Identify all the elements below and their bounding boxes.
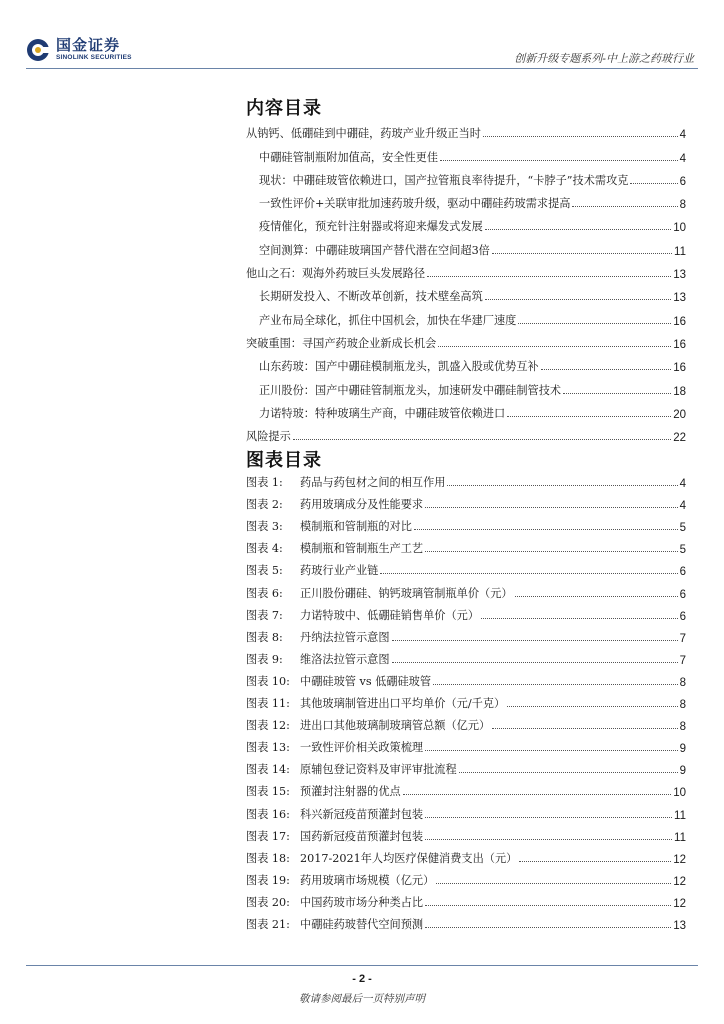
figure-entry-label: 图表 21: (246, 917, 290, 931)
figure-entry-page: 7 (679, 632, 686, 645)
dot-leader (438, 346, 671, 347)
dot-leader (630, 183, 677, 184)
figure-entry[interactable] (246, 468, 686, 490)
dot-leader (433, 684, 678, 685)
figure-entry-text: 维洛法拉管示意图 (300, 652, 390, 666)
footer-divider (26, 965, 698, 966)
dot-leader (425, 905, 671, 906)
figure-entry[interactable] (246, 601, 686, 623)
figure-entry-page: 4 (679, 500, 686, 513)
dot-leader (459, 772, 678, 773)
figure-entry-text: 模制瓶和管制瓶生产工艺 (300, 542, 424, 556)
figure-entry-label: 图表 10: (246, 674, 290, 688)
figure-entry-page: 9 (679, 743, 686, 756)
figure-entry[interactable] (246, 910, 686, 932)
figure-entry-text: 力诺特玻中、低硼硅销售单价（元） (300, 608, 480, 622)
figure-entry-text: 丹纳法拉管示意图 (300, 630, 390, 644)
table-of-contents (246, 118, 686, 444)
company-logo (26, 38, 132, 62)
dot-leader (518, 323, 671, 324)
figure-entry-label: 图表 8: (246, 630, 283, 644)
figure-entry-text: 中硼硅玻管 vs 低硼硅玻管 (300, 674, 432, 688)
figure-entry-label: 图表 18: (246, 851, 290, 865)
logo-mark-icon (26, 38, 50, 62)
toc-entry-page: 6 (679, 175, 686, 188)
toc-entry-text: 从钠钙、低硼硅到中硼硅，药玻产业升级正当时 (246, 127, 481, 141)
toc-entry-page: 13 (673, 269, 686, 282)
toc-entry[interactable] (246, 398, 686, 421)
figure-list (246, 468, 686, 932)
figure-entry-page: 6 (679, 588, 686, 601)
dot-leader (425, 507, 678, 508)
dot-leader (507, 416, 671, 417)
logo-chinese-name: 国金证券 (56, 36, 121, 55)
figure-entry[interactable] (246, 822, 686, 844)
toc-entry[interactable] (246, 165, 686, 188)
toc-entry[interactable] (246, 234, 686, 257)
figure-entry-text: 2017-2021年人均医疗保健消费支出（元） (300, 851, 518, 865)
dot-leader (507, 706, 677, 707)
dot-leader (519, 861, 671, 862)
figure-entry[interactable] (246, 490, 686, 512)
figure-entry[interactable] (246, 667, 686, 689)
toc-entry-text: 风险提示 (246, 430, 291, 444)
toc-entry[interactable] (246, 258, 686, 281)
figure-entry-label: 图表 12: (246, 719, 290, 733)
toc-entry-text: 现状：中硼硅玻管依赖进口，国产拉管瓶良率待提升，“卡脖子”技术需攻克 (259, 173, 629, 187)
figure-entry-page: 8 (679, 676, 686, 689)
figure-entry-text: 药玻行业产业链 (300, 564, 379, 578)
toc-entry-text: 空间测算：中硼硅玻璃国产替代潜在空间超3倍 (259, 243, 490, 257)
toc-entry-text: 正川股份：国产中硼硅管制瓶龙头，加速研发中硼硅制管技术 (259, 383, 562, 397)
toc-entry[interactable] (246, 328, 686, 351)
figure-entry-label: 图表 15: (246, 785, 290, 799)
figure-entry[interactable] (246, 888, 686, 910)
figure-entry-text: 药用玻璃成分及性能要求 (300, 498, 424, 512)
footer-disclaimer: 敬请参阅最后一页特别声明 (299, 993, 425, 1005)
toc-entry[interactable] (246, 421, 686, 444)
toc-entry-text: 疫情催化，预充针注射器或将迎来爆发式发展 (259, 220, 483, 234)
dot-leader (392, 662, 678, 663)
toc-entry-page: 16 (673, 338, 686, 351)
dot-leader (485, 299, 671, 300)
figure-entry-page: 4 (679, 478, 686, 491)
figure-entry-page: 11 (674, 809, 686, 822)
figure-entry-page: 6 (679, 610, 686, 623)
figure-entry-text: 中国药玻市场分种类占比 (300, 895, 424, 909)
dot-leader (485, 229, 671, 230)
toc-entry[interactable] (246, 118, 686, 141)
toc-entry[interactable] (246, 281, 686, 304)
figure-entry-label: 图表 11: (246, 697, 290, 711)
figure-entry-label: 图表 2: (246, 498, 283, 512)
figure-entry[interactable] (246, 799, 686, 821)
figure-entry-text: 国药新冠疫苗预灌封包装 (300, 829, 424, 843)
figure-entry[interactable] (246, 578, 686, 600)
dot-leader (572, 206, 677, 207)
figure-entry-label: 图表 20: (246, 895, 290, 909)
dot-leader (440, 160, 678, 161)
toc-entry-text: 一致性评价+关联审批加速药玻升级，驱动中硼硅药玻需求提高 (259, 197, 571, 211)
figure-entry-page: 10 (673, 787, 686, 800)
figure-entry-page: 12 (673, 853, 686, 866)
figure-entry-page: 7 (679, 654, 686, 667)
dot-leader (380, 573, 677, 574)
dot-leader (427, 276, 671, 277)
dot-leader (541, 369, 672, 370)
toc-entry-page: 13 (673, 292, 686, 305)
figure-list-title: 图表目录 (246, 450, 322, 471)
figure-entry-label: 图表 6: (246, 586, 283, 600)
toc-entry-page: 11 (674, 245, 686, 258)
report-series-title: 创新升级专题系列-中上游之药玻行业 (514, 52, 694, 65)
toc-entry-page: 20 (673, 408, 686, 421)
figure-entry[interactable] (246, 534, 686, 556)
figure-entry-label: 图表 7: (246, 608, 283, 622)
toc-entry-text: 长期研发投入、不断改革创新，技术壁垒高筑 (259, 290, 483, 304)
figure-entry-label: 图表 17: (246, 829, 290, 843)
figure-entry-label: 图表 14: (246, 763, 290, 777)
toc-entry-text: 产业布局全球化，抓住中国机会，加快在华建厂速度 (259, 313, 517, 327)
toc-entry[interactable] (246, 141, 686, 164)
figure-entry[interactable] (246, 777, 686, 799)
logo-english-name: SINOLINK SECURITIES (56, 54, 132, 62)
toc-entry-text: 中硼硅管制瓶附加值高，安全性更佳 (259, 150, 439, 164)
figure-entry-label: 图表 3: (246, 520, 283, 534)
dot-leader (414, 529, 678, 530)
dot-leader (515, 596, 678, 597)
figure-entry[interactable] (246, 556, 686, 578)
figure-entry-page: 11 (674, 831, 686, 844)
figure-entry-label: 图表 19: (246, 873, 290, 887)
dot-leader (392, 640, 678, 641)
toc-entry-page: 4 (679, 129, 686, 142)
toc-entry-page: 16 (673, 362, 686, 375)
dot-leader (425, 551, 678, 552)
figure-entry[interactable] (246, 733, 686, 755)
figure-entry-label: 图表 9: (246, 652, 283, 666)
figure-entry-label: 图表 16: (246, 807, 290, 821)
toc-entry-page: 4 (679, 152, 686, 165)
toc-entry-page: 22 (673, 432, 686, 445)
dot-leader (481, 618, 678, 619)
toc-entry-page: 10 (673, 222, 686, 235)
dot-leader (436, 883, 671, 884)
header-divider (26, 68, 698, 69)
page-number: - 2 - (352, 973, 372, 985)
toc-entry[interactable] (246, 211, 686, 234)
figure-entry-text: 模制瓶和管制瓶的对比 (300, 520, 412, 534)
figure-entry-label: 图表 4: (246, 542, 283, 556)
dot-leader (425, 750, 678, 751)
figure-entry-label: 图表 1: (246, 476, 283, 490)
figure-entry-text: 其他玻璃制管进出口平均单价（元/千克） (300, 697, 506, 711)
dot-leader (492, 253, 672, 254)
figure-entry-page: 12 (673, 875, 686, 888)
toc-entry[interactable] (246, 188, 686, 211)
dot-leader (492, 728, 677, 729)
figure-entry-page: 5 (679, 544, 686, 557)
figure-entry-text: 一致性评价相关政策梳理 (300, 741, 424, 755)
figure-entry[interactable] (246, 689, 686, 711)
dot-leader (425, 817, 672, 818)
figure-entry-label: 图表 13: (246, 741, 290, 755)
toc-entry-text: 他山之石：观海外药玻巨头发展路径 (246, 267, 426, 281)
page-header (0, 0, 724, 70)
toc-entry-page: 8 (679, 199, 686, 212)
figure-entry[interactable] (246, 645, 686, 667)
dot-leader (483, 136, 678, 137)
dot-leader (425, 839, 672, 840)
figure-entry-page: 8 (679, 721, 686, 734)
figure-entry-text: 药用玻璃市场规模（亿元） (300, 873, 435, 887)
toc-entry-text: 山东药玻：国产中硼硅模制瓶龙头，凯盛入股或优势互补 (259, 360, 539, 374)
figure-entry-page: 9 (679, 765, 686, 778)
dot-leader (447, 485, 677, 486)
figure-entry-text: 原辅包登记资料及审评审批流程 (300, 763, 457, 777)
figure-entry-text: 进出口其他玻璃制玻璃管总额（亿元） (300, 719, 491, 733)
toc-entry-page: 18 (673, 385, 686, 398)
dot-leader (403, 794, 672, 795)
figure-entry-text: 预灌封注射器的优点 (300, 785, 401, 799)
toc-entry-text: 力诺特玻：特种玻璃生产商，中硼硅玻管依赖进口 (259, 406, 506, 420)
figure-entry-page: 13 (673, 919, 686, 932)
figure-entry-text: 正川股份硼硅、钠钙玻璃管制瓶单价（元） (300, 586, 513, 600)
toc-entry-text: 突破重围：寻国产药玻企业新成长机会 (246, 336, 437, 350)
toc-entry-page: 16 (673, 315, 686, 328)
figure-entry-text: 中硼硅药玻替代空间预测 (300, 917, 424, 931)
dot-leader (293, 439, 671, 440)
figure-entry[interactable] (246, 512, 686, 534)
figure-entry-page: 8 (679, 699, 686, 712)
figure-entry[interactable] (246, 623, 686, 645)
figure-entry-page: 5 (679, 522, 686, 535)
figure-entry[interactable] (246, 711, 686, 733)
toc-entry[interactable] (246, 351, 686, 374)
dot-leader (425, 927, 671, 928)
figure-entry-page: 6 (679, 566, 686, 579)
toc-entry[interactable] (246, 304, 686, 327)
figure-entry-text: 科兴新冠疫苗预灌封包装 (300, 807, 424, 821)
figure-entry-page: 12 (673, 897, 686, 910)
figure-entry[interactable] (246, 755, 686, 777)
toc-title: 内容目录 (246, 98, 322, 119)
figure-entry-text: 药品与药包材之间的相互作用 (300, 476, 446, 490)
figure-entry[interactable] (246, 866, 686, 888)
toc-entry[interactable] (246, 374, 686, 397)
figure-entry[interactable] (246, 844, 686, 866)
dot-leader (563, 393, 671, 394)
figure-entry-label: 图表 5: (246, 564, 283, 578)
